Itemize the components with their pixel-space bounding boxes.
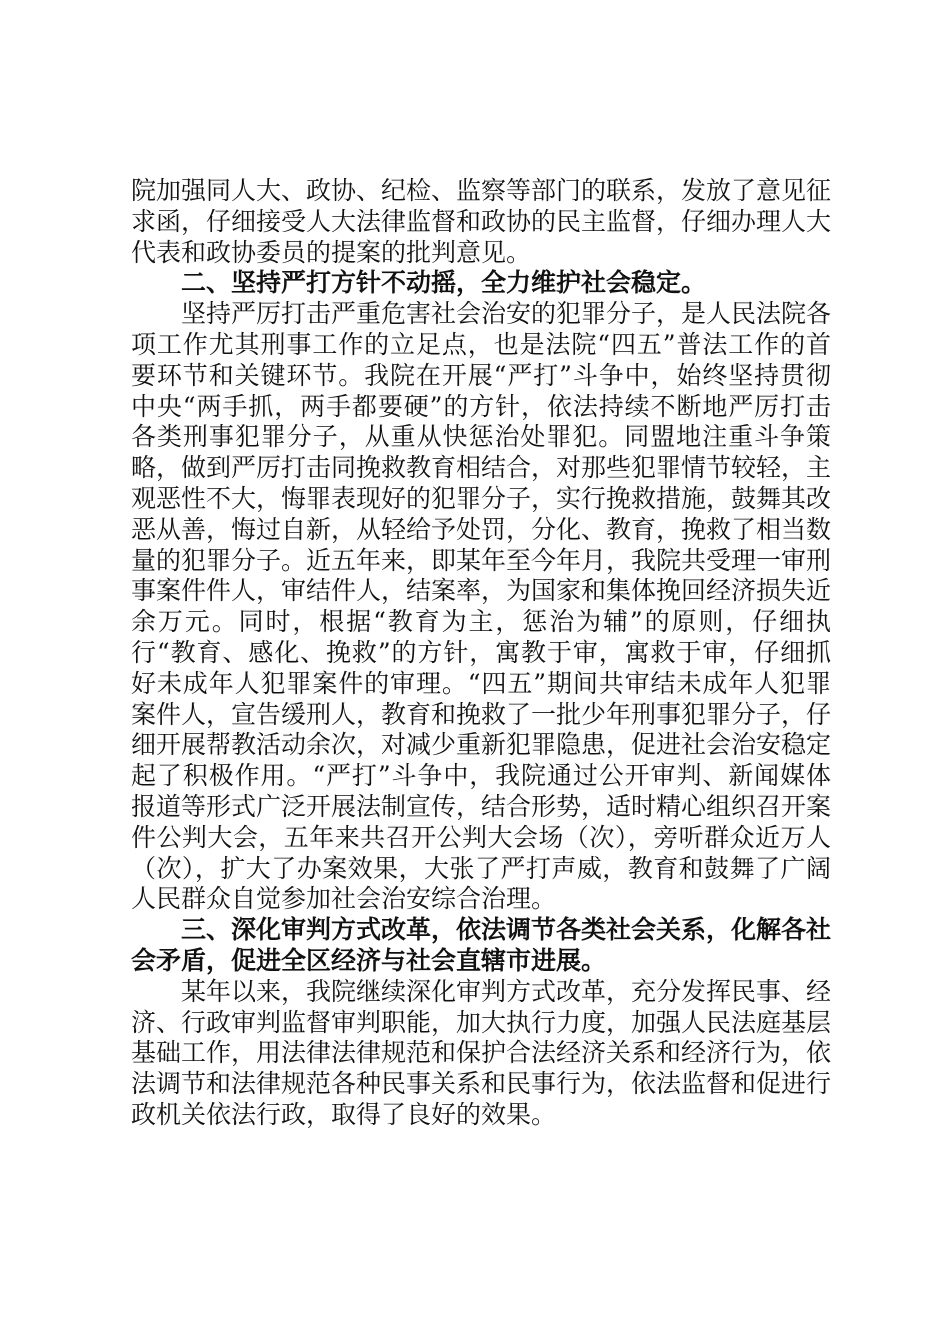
paragraph-continuation: 院加强同人大、政协、纪检、监察等部门的联系，发放了意见征求函，仔细接受人大法律监督和政协的民主监督，仔细办理人大代表和政协委员的提案的批判意见。 [131, 176, 832, 267]
document-body [131, 176, 831, 1131]
paragraph-trial-reform: 某年以来，我院继续深化审判方式改革，充分发挥民事、经济、行政审判监督审判职能，加大执行力度，加强人民法庭基层基础工作，用法律法律规范和保护合法经济关系和经济行为，依法调节和法律规范各种民事关系和民事行为，依法监督和促进行政机关依法行政，取得了良好的效果。 [131, 976, 832, 1129]
section-heading-3: 三、深化审判方式改革，依法调节各类社会关系，化解各社会矛盾，促进全区经济与社会直辖市进展。 [131, 915, 832, 975]
paragraph-strike-hard: 坚持严厉打击严重危害社会治安的犯罪分子，是人民法院各项工作尤其刑事工作的立足点，也是法院“四五”普法工作的首要环节和关键环节。我院在开展“严打”斗争中，始终坚持贯彻中央“两手抓，两手都要硬”的方针，依法持续不断地严厉打击各类刑事犯罪分子，从重从快惩治处罪犯。同盟地注重斗争策略，做到严厉打击同挽救教育相结合，对那些犯罪情节较轻，主观恶性不大，悔罪表现好的犯罪分子，实行挽救措施，鼓舞其改恶从善，悔过自新，从轻给予处罚，分化、教育，挽救了相当数量的犯罪分子。近五年来，即某年至今年月，我院共受理一审刑事案件件人，审结件人，结案率，为国家和集体挽回经济损失近余万元。同时，根据“教育为主，惩治为辅”的原则，仔细执行“教育、感化、挽救”的方针，寓教于审，寓救于审，仔细抓好未成年人犯罪案件的审理。“四五”期间共审结未成年人犯罪案件人，宣告缓刑人，教育和挽救了一批少年刑事犯罪分子，仔细开展帮教活动余次，对减少重新犯罪隐患，促进社会治安稳定起了积极作用。“严打”斗争中，我院通过公开审判、新闻媒体报道等形式广泛开展法制宣传，结合形势，适时精心组织召开案件公判大会，五年来共召开公判大会场（次），旁听群众近万人（次），扩大了办案效果，大张了严打声威，教育和鼓舞了广阔人民群众自觉参加社会治安综合治理。 [131, 299, 832, 914]
section-heading-2: 二、坚持严打方针不动摇，全力维护社会稳定。 [181, 268, 707, 298]
